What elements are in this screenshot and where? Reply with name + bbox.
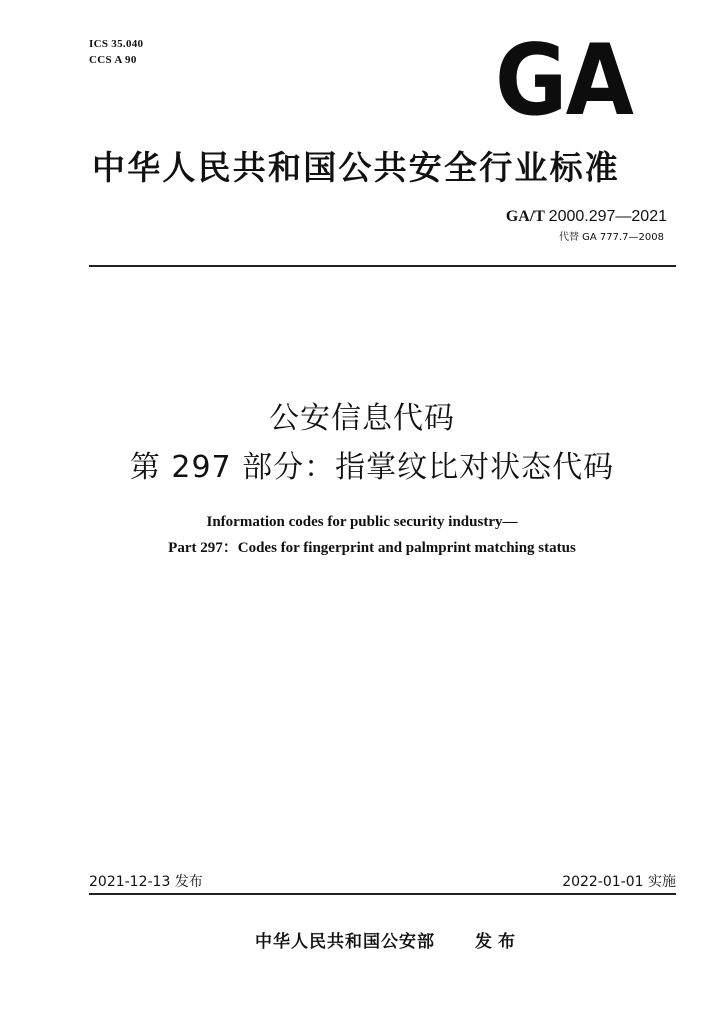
standard-number-prefix: GA/T bbox=[505, 208, 545, 225]
header-divider bbox=[89, 265, 676, 267]
ccs-code: CCS A 90 bbox=[89, 54, 137, 66]
standard-number-value: 2000.297—2021 bbox=[548, 208, 667, 225]
standard-category-title: 中华人民共和国公共安全行业标准 bbox=[92, 148, 620, 187]
replaces-note: 代替 GA 777.7—2008 bbox=[558, 232, 664, 243]
classification-codes bbox=[89, 36, 143, 68]
standard-number bbox=[506, 207, 667, 227]
footer-divider bbox=[89, 893, 676, 895]
title-en-line2: Part 297：Codes for fingerprint and palmprint matching status bbox=[168, 540, 576, 556]
ga-logo: GA bbox=[495, 24, 633, 138]
title-cn-line2: 第 297 部分：指掌纹比对状态代码 bbox=[129, 450, 615, 485]
implementation-date: 2022-01-01 实施 bbox=[562, 874, 676, 890]
title-en-line1: Information codes for public security industry— bbox=[206, 514, 518, 530]
issue-date: 2021-12-13 发布 bbox=[89, 874, 203, 890]
ics-code: ICS 35.040 bbox=[89, 38, 144, 50]
title-cn-line1: 公安信息代码 bbox=[269, 401, 455, 436]
publisher-name: 中华人民共和国公安部 bbox=[255, 932, 435, 952]
publish-action: 发布 bbox=[475, 932, 521, 952]
